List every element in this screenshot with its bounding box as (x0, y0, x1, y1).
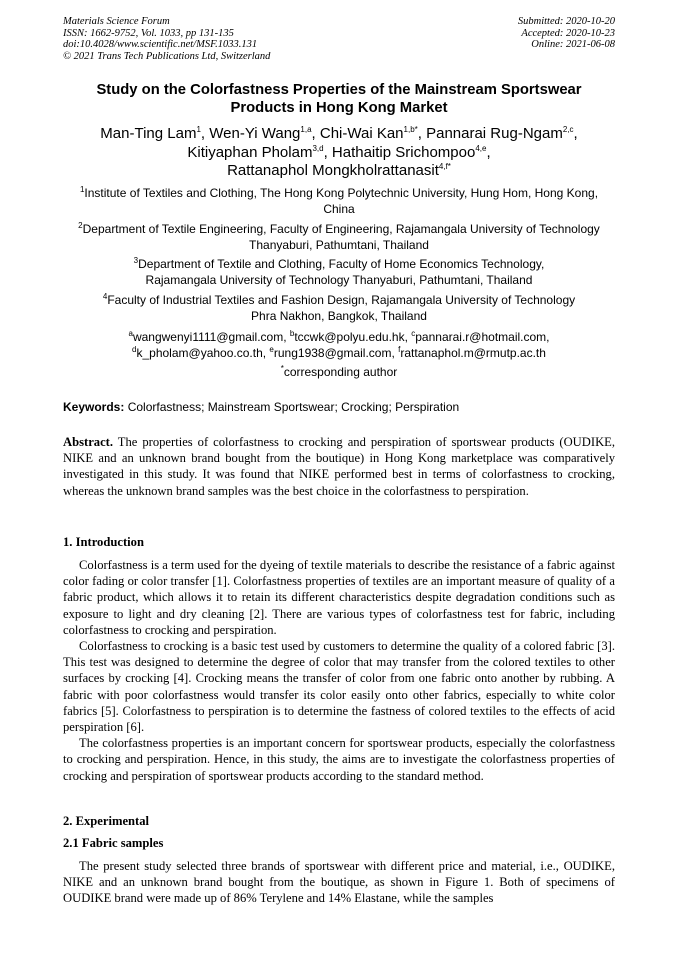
affiliation-3: $^3$Department of Textile and Clothing, Faculty of Home Economics Technology, Rajamangala University of Technology Thanyaburi, Pathumtani, Thailand (133, 256, 545, 287)
submitted-date: Submitted: 2020-10-20 (517, 16, 615, 27)
author: Chi-Wai Kan (319, 125, 404, 142)
paragraph: The present study selected three brands of sportswear with different price and material, i.e., OUDIKE, NIKE and an unknown brand bought from the boutique, as shown in Figure 1. Both of specimens of OUDIKE brand were made up of 86% Terylene and 14% Elastane, while the samples (63, 859, 615, 906)
online-date: Online: 2021-06-08 (531, 39, 615, 50)
journal-name: Materials Science Forum (63, 16, 170, 27)
experimental-body (63, 858, 615, 907)
corresponding-author-note: *corresponding author (280, 364, 398, 379)
author: Wen-Yi Wang (209, 125, 301, 142)
email-link[interactable]: rung1938@gmail.com (273, 345, 392, 360)
author: Hathaitip Srichompoo (331, 143, 476, 161)
author: Pannarai Rug-Ngam (426, 125, 563, 142)
section-heading-experimental: 2. Experimental (63, 814, 150, 828)
author-emails: $^a$wangwenyi1111@gmail.com, $^b$tccwk@polyu.edu.hk, $^c$pannarai.r@hotmail.com, $^d$k_pholam@yahoo.co.th, $^e$rung1938@gmail.com, $^f$rattanaphol.m@rmutp.ac.th (128, 329, 550, 360)
paragraph: Colorfastness to crocking is a basic test used by customers to determine the quality of a colored fabric [3]. This test was designed to determine the degree of color that may transfer from the colored textiles to other surfaces by crocking [4]. Crocking means the transfer of color from one fabric onto another by rubbing. A fabric with poor colorfastness would transfer its color easily onto other fabrics, especially to white color fabrics [5]. Colorfastness to perspiration is to determine the fastness of colored textiles to the effects of acid perspiration [6]. (63, 639, 615, 735)
abstract-label: Abstract. (63, 435, 114, 449)
section-heading-introduction: 1. Introduction (63, 535, 144, 549)
abstract (63, 434, 615, 499)
author: Rattanaphol Mongkholrattanasit (227, 162, 439, 179)
author: Kitiyaphan Pholam (187, 143, 313, 161)
journal-doi: doi:10.4028/www.scientific.net/MSF.1033.131 (63, 39, 258, 50)
affiliation-4: $^4$Faculty of Industrial Textiles and Fashion Design, Rajamangala University of Technology Phra Nakhon, Bangkok, Thailand (102, 292, 576, 323)
author-list: Man-Ting Lam$^1$, Wen-Yi Wang$^{1,a}$, Chi-Wai Kan$^{1,b*}$, Pannarai Rug-Ngam$^{2,c}$, Kitiyaphan Pholam$^{3,d}$, Hathaitip Srichompoo$^{4,e}$, Rattanaphol Mongkholrattanasit$^{4,f*}$ (100, 125, 578, 179)
affiliation-2: $^2$Department of Textile Engineering, Faculty of Engineering, Rajamangala University of Technology Thanyaburi, Pathumtani, Thailand (78, 221, 600, 252)
email-link[interactable]: k_pholam@yahoo.co.th (136, 345, 263, 360)
keywords-label: Keywords: (63, 400, 125, 414)
submission-dates (518, 16, 615, 51)
subsection-heading-fabric-samples: 2.1 Fabric samples (63, 836, 164, 850)
author: Man-Ting Lam (100, 125, 197, 142)
journal-info (63, 16, 270, 62)
introduction-body (63, 557, 615, 784)
keywords (63, 400, 615, 415)
email-link[interactable]: rattanaphol.m@rmutp.ac.th (400, 345, 546, 360)
email-link[interactable]: tccwk@polyu.edu.hk (294, 330, 405, 344)
journal-issn: ISSN: 1662-9752, Vol. 1033, pp 131-135 (63, 27, 234, 39)
paragraph: The colorfastness properties is an important concern for sportswear products, especially the colorfastness to crocking and perspiration. Hence, in this study, the aims are to investigate the colorfastness properties of crocking and perspiration of sportswear products according to the standard method. (63, 736, 615, 783)
paper-title: Study on the Colorfastness Properties of the Mainstream Sportswear Products in Hong Kong Market (96, 82, 582, 116)
journal-copyright: © 2021 Trans Tech Publications Ltd, Switzerland (63, 50, 271, 62)
keywords-text: Colorfastness; Mainstream Sportswear; Crocking; Perspiration (127, 400, 460, 414)
affiliation-1: $^1$Institute of Textiles and Clothing, The Hong Kong Polytechnic University, Hung Hom, Hong Kong, China (79, 185, 599, 216)
accepted-date: Accepted: 2020-10-23 (521, 27, 615, 39)
email-link[interactable]: pannarai.r@hotmail.com (415, 330, 547, 344)
email-link[interactable]: wangwenyi1111@gmail.com (132, 330, 284, 344)
paragraph: Colorfastness is a term used for the dyeing of textile materials to describe the resistance of a fabric against color fading or color transfer [1]. Colorfastness properties of textiles are an important measure of quality of a fabric product, which allows it to retain its different characteristics despite degradation conditions such as exposure to light and dry cleaning [2]. There are various types of colorfastness test for fabric, including colorfastness to crocking and perspiration. (63, 558, 615, 637)
abstract-text: The properties of colorfastness to crocking and perspiration of sportswear products (OUDIKE, NIKE and an unknown brand bought from the boutique) in Hong Kong marketplace was comparatively investigated in this study. It was found that NIKE performed best in terms of colorfastness to crocking, whereas the unknown brand samples was the best choice in the colorfastness to perspiration. (63, 435, 616, 498)
